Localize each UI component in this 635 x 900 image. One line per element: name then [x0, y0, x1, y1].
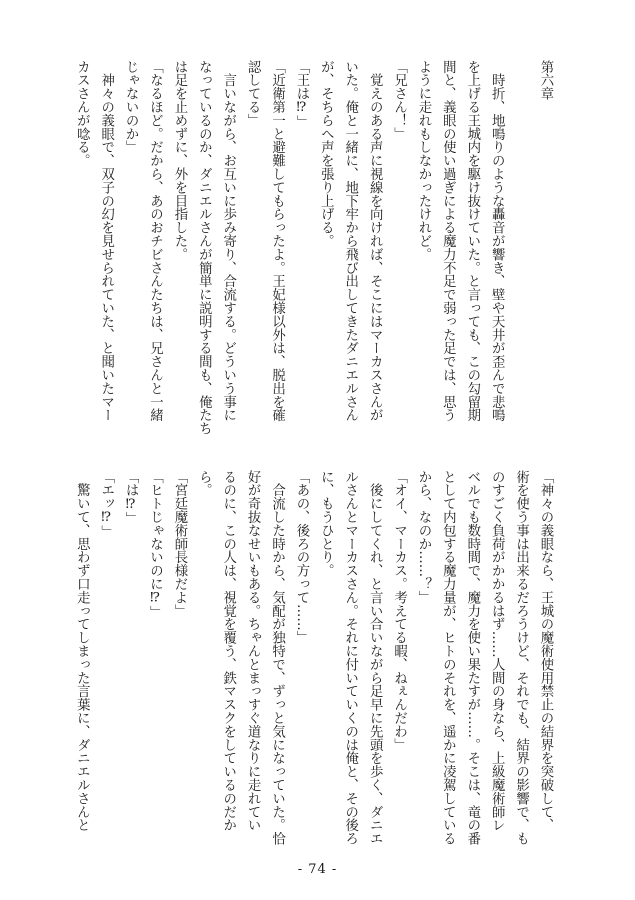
text-line: 言いながら、お互いに歩み寄り、合流する。どういう事に: [220, 60, 236, 422]
text-line: [508, 60, 532, 438]
text-line: を上げる王城内を駆け抜けていた。と言っても、この勾留期: [464, 60, 480, 422]
text-line: 後にしてくれ、と言い合いながら足早に先頭を歩く、ダニエ: [367, 470, 383, 846]
text-line: ルさんとマーカスさん。それに付いていくのは俺と、その後ろ: [342, 470, 358, 846]
text-line: 間と、義眼の使い過ぎによる魔力不足で弱った足では、思う: [440, 60, 456, 422]
text-line: いた。俺と一緒に、地下牢から飛び出してきたダニエルさん: [342, 60, 358, 422]
text-line: じゃないのか」: [123, 60, 139, 154]
text-line: ように走れもしなかったけれど。: [415, 60, 431, 261]
text-line: るのに、この人は、視覚を覆う、鉄マスクをしているのだか: [220, 470, 236, 832]
text-line: 好が奇抜なせいもある。ちゃんとまっすぐ道なりに走れてい: [245, 470, 261, 832]
text-line: 「宮廷魔術師長様だよ」: [171, 470, 187, 618]
text-line: 合流した時から、気配が独特で、ずっと気になっていた。恰: [269, 470, 285, 846]
text-line: に、もうひとり。: [318, 470, 334, 578]
text-line: 「神々の義眼なら、王城の魔術使用禁止の結界を突破して、: [538, 470, 553, 832]
text-line: 驚いて、思わず口走ってしまった言葉に、ダニエルさんと: [74, 470, 90, 832]
text-line: は足を止めずに、外を目指した。: [171, 60, 187, 261]
text-line: 神々の義眼で、双子の幻を見せられていた、と聞いたマー: [98, 60, 114, 422]
text-line: 「近衛第一と避難してもらったよ。王妃様以外は、脱出を確: [269, 60, 285, 422]
text-line: 「あの、後ろの方って……」: [293, 470, 309, 645]
text-line: 「王は⁉」: [293, 60, 309, 129]
text-block-lower: [62, 470, 557, 848]
text-line: 「なるほど。だから、あのおチビさんたちは、兄さんと一緒: [147, 60, 163, 422]
text-line: 「オイ、マーカス。考えてる暇、ねぇんだわ」: [391, 470, 407, 752]
text-line: 「兄さん！」: [391, 60, 407, 141]
text-line: 覚えのある声に視線を向ければ、そこにはマーカスさんが: [367, 60, 383, 422]
text-line: カスさんが唸る。: [74, 60, 90, 168]
text-line: 術を使う事は出来るだろうけど、それでも、結界の影響で、も: [513, 470, 529, 846]
text-line: 認してる」: [245, 60, 261, 127]
text-line: ら。: [196, 470, 212, 497]
text-line: として内包する魔力量が、ヒトのそれを、遥かに凌駕している: [440, 470, 456, 846]
text-line: ベルでも数時間で、魔力を使い果たすが……。そこは、竜の番: [464, 470, 480, 846]
page-number: - 74 -: [297, 862, 338, 877]
text-line: が、そちらへ声を張り上げる。: [318, 60, 334, 248]
chapter-heading: 第六章: [538, 60, 553, 101]
text-line: から、なのか……？」: [415, 470, 431, 604]
text-line: 時折、地鳴りのような轟音が響き、壁や天井が歪んで悲鳴: [489, 60, 505, 422]
text-line: 「エッ⁉」: [98, 470, 114, 539]
text-block-upper: [62, 60, 557, 438]
text-line: なっているのか、ダニエルさんが簡単に説明する間も、俺たち: [196, 60, 212, 436]
text-line: のすごく負荷がかかるはず……人間の身なら、上級魔術師レ: [489, 470, 505, 832]
text-line: 「は⁉」: [123, 470, 139, 526]
text-line: 「ヒトじゃないのに⁉」: [147, 470, 163, 619]
